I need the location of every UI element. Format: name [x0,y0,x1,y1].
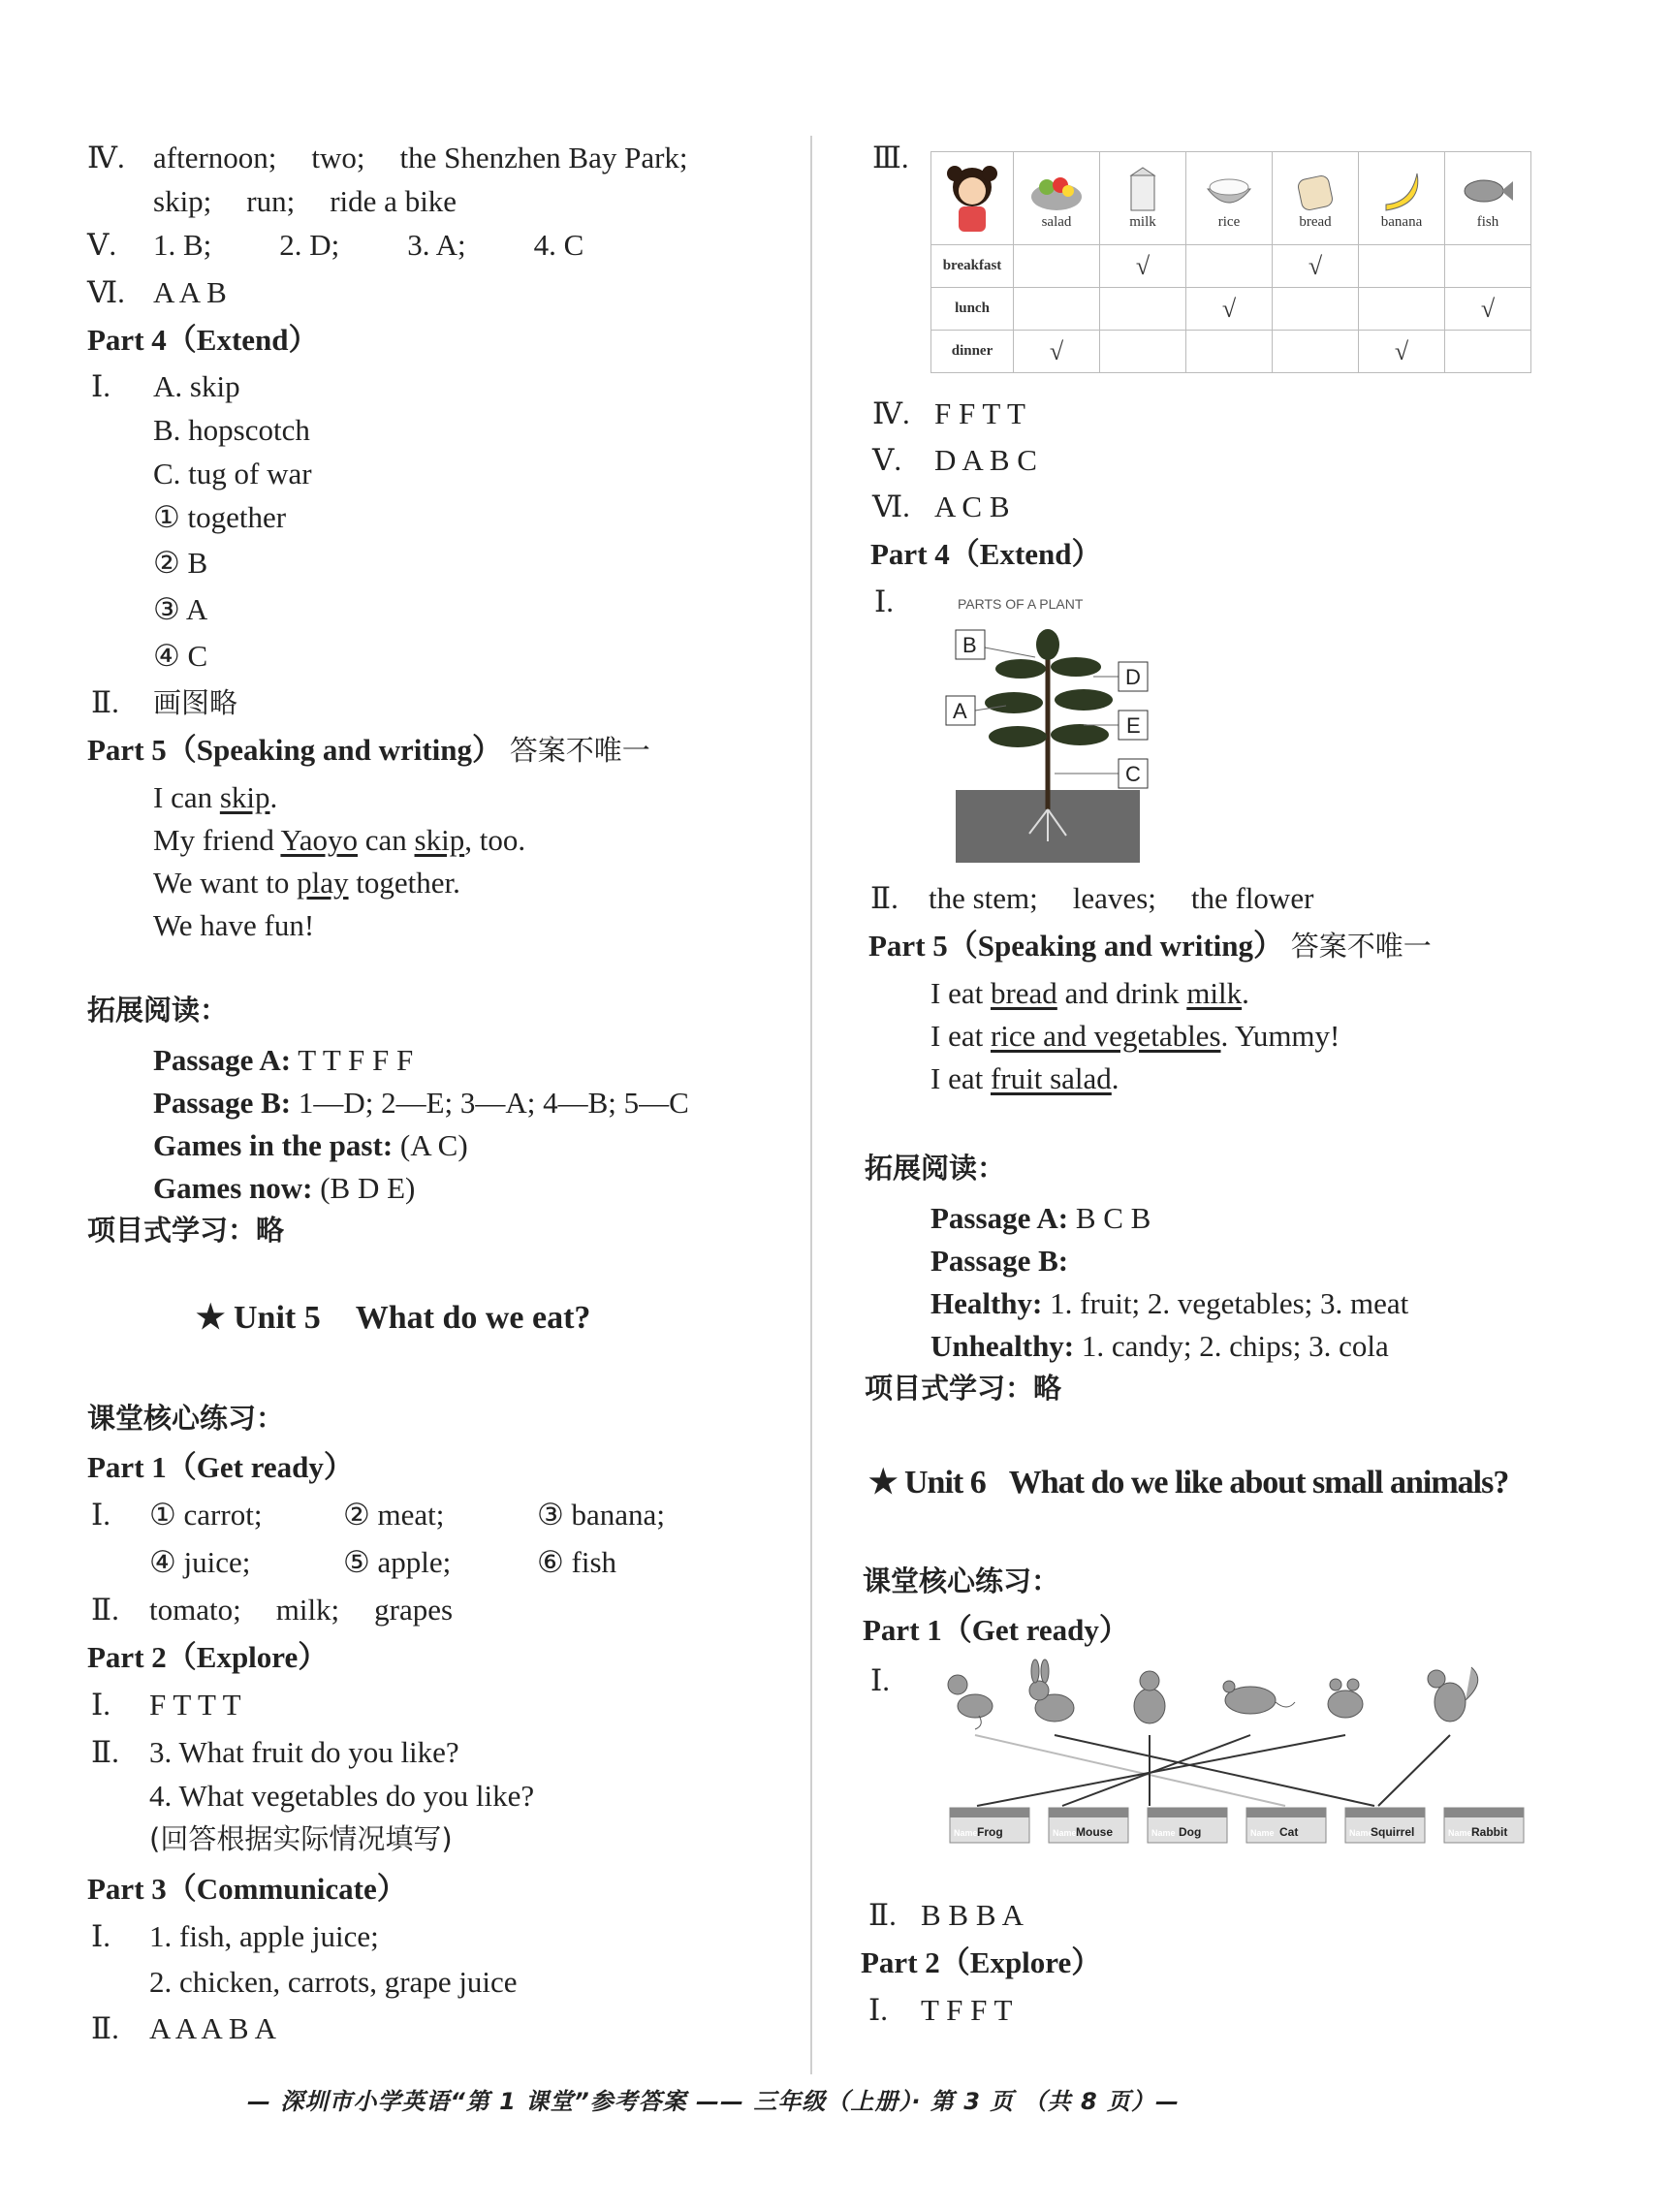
answer-text: 4. What vegetables do you like? [149,1779,535,1813]
rice-icon [1200,166,1258,214]
section-title: Part 5（Speaking and writing） [87,733,503,767]
name-card [1246,1808,1326,1843]
answer-text: A A A B A [149,2011,276,2045]
answer-line: the stem; leaves; the flower [929,881,1314,915]
answer-text: afternoon; [153,141,277,174]
roman-1: Ⅰ. [874,585,894,618]
sentence: I eat fruit salad. [930,1061,1119,1095]
page-footer: — 深圳市小学英语“第 1 课堂”参考答案 —— 三年级（上册）· 第 3 页 （共 8 页）— [247,2088,1181,2115]
answer-text: F F T T [934,396,1025,430]
answer-text: ① carrot; [149,1498,263,1532]
sentence: We want to play together. [153,866,460,900]
name-card [1049,1808,1128,1843]
name-card [1148,1808,1227,1843]
food-label: milk [1129,214,1156,230]
answer-text: 1. fish, apple juice; [149,1919,379,1953]
tick-mark: √ [1186,288,1273,331]
answer-line: tomato; milk; grapes [149,1593,454,1627]
section-heading: Part 2（Explore） [861,1945,1102,1979]
section-heading: Part 4（Extend） [870,537,1102,571]
svg-text:Name: Name [1448,1828,1472,1838]
roman-4: Ⅳ. [872,396,910,430]
answer-text: A A B [153,275,227,309]
answer-text: C. tug of war [153,457,312,490]
milk-icon [1114,166,1172,214]
tick-mark: √ [1100,245,1186,288]
bread-icon [1286,166,1344,214]
answer-line: Passage B: [930,1244,1069,1278]
cat-icon [948,1675,993,1729]
section-heading [87,732,650,768]
answer-text: ⑤ apple; [343,1545,452,1579]
sentence: I eat bread and drink milk. [930,976,1249,1010]
roman-1: Ⅰ. [91,1919,110,1953]
svg-text:Name: Name [1250,1828,1275,1838]
answer-text: 2. chicken, carrots, grape juice [149,1965,518,1999]
answer-text: ③ banana; [537,1498,665,1532]
diagram-title: PARTS OF A PLANT [958,596,1084,612]
answer-line: Healthy: 1. fruit; 2. vegetables; 3. meat [930,1286,1409,1320]
answer-line: Games now: (B D E) [153,1171,416,1205]
answer-text: ④ C [153,639,208,673]
answer-text: D A B C [934,443,1037,477]
answer-text: 2. D; [279,228,340,262]
section-heading: Part 1（Get ready） [863,1613,1129,1647]
answer-text: ① together [153,500,287,534]
meal-label: dinner [931,331,1014,373]
svg-text:Name: Name [1349,1828,1373,1838]
section-heading: 拓展阅读： [865,1152,1006,1185]
answer-text: ② meat; [343,1498,445,1532]
card-label: Mouse [1076,1825,1114,1839]
dog-icon [1134,1671,1165,1723]
roman-2: Ⅱ. [91,1735,119,1769]
answer-text: 画图略 [153,686,238,719]
food-cell [1186,152,1273,245]
label-c: C [1125,762,1141,786]
roman-5: Ⅴ. [87,228,117,262]
card-label: Rabbit [1471,1825,1508,1839]
section-heading: Part 3（Communicate） [87,1872,407,1906]
tick-mark: √ [1445,288,1531,331]
tick-mark: √ [1359,331,1445,373]
roman-6: Ⅵ. [87,275,125,309]
roman-2: Ⅱ. [91,685,119,719]
roman-2: Ⅱ. [91,2011,119,2045]
answer-text: A. skip [153,369,240,403]
salad-icon [1027,166,1086,214]
section-heading: 项目式学习：略 [87,1214,285,1247]
answer-line: Unhealthy: 1. candy; 2. chips; 3. cola [930,1329,1389,1363]
sentence: I eat rice and vegetables. Yummy! [930,1019,1340,1053]
tick-mark: √ [1273,245,1359,288]
name-card [1345,1808,1425,1843]
roman-1: Ⅰ. [91,1498,110,1532]
mouse-icon [1223,1681,1295,1714]
food-cell [1014,152,1100,245]
roman-6: Ⅵ. [872,490,910,523]
answer-text: (回答根据实际情况填写) [149,1822,453,1855]
section-heading: 课堂核心练习： [87,1402,285,1435]
frog-icon [1328,1679,1363,1718]
answer-text: two; [311,141,365,174]
section-heading: Part 5（Speaking and writing） 答案不唯一 [868,929,1432,963]
answer-text: B. hopscotch [153,413,310,447]
roman-4: Ⅳ. [87,141,125,174]
girl-picture [931,152,1014,245]
answer-text: run; [246,184,296,218]
tick-mark: √ [1014,331,1100,373]
roman-2: Ⅱ. [91,1593,119,1627]
answer-text: 4. C [533,228,584,262]
answer-text: the Shenzhen Bay Park; [399,141,688,174]
answer-text: ② B [153,546,208,580]
answer-text: 1. B; [153,228,212,262]
answer-text: F T T T [149,1688,241,1722]
section-heading: 项目式学习：略 [865,1372,1062,1405]
answer-text: skip; [153,184,212,218]
name-card [950,1808,1029,1843]
rabbit-icon [1029,1659,1074,1722]
answer-line [153,183,457,219]
food-table [930,151,1531,373]
answer-text: ④ juice; [149,1545,251,1579]
card-label: Cat [1279,1825,1299,1839]
name-card [1444,1808,1524,1843]
answer-text: 3. What fruit do you like? [149,1735,459,1769]
unit-title: ★ Unit 6 What do we like about small animals? [868,1465,1509,1501]
roman-1: Ⅰ. [870,1663,890,1697]
svg-text:Name: Name [954,1828,978,1838]
food-cell [1359,152,1445,245]
fish-icon [1459,166,1517,214]
roman-2: Ⅱ. [868,1898,897,1932]
plant-diagram [929,591,1200,872]
svg-text:Name: Name [1151,1828,1176,1838]
food-label: banana [1380,214,1423,230]
answer-line: Passage B: 1—D; 2—E; 3—A; 4—B; 5—C [153,1086,689,1120]
food-label: rice [1217,214,1241,230]
roman-1: Ⅰ. [91,1688,110,1722]
sentence: My friend Yaoyo can skip, too. [153,823,526,857]
answer-text: ride a bike [330,184,457,218]
label-d: D [1125,665,1141,689]
food-cell [1100,152,1186,245]
food-label: fish [1476,214,1499,230]
girl-icon [943,162,1001,236]
roman-1: Ⅰ. [91,369,110,403]
unit-title: ★ Unit 5 What do we eat? [196,1300,591,1336]
note: 答案不唯一 [509,734,650,767]
food-cell [1445,152,1531,245]
answer-line: Games in the past: (A C) [153,1128,468,1162]
section-heading: 课堂核心练习： [863,1564,1060,1597]
section-heading: Part 1（Get ready） [87,1450,354,1484]
svg-text:Name: Name [1053,1828,1077,1838]
column-divider [810,136,812,2074]
roman-1: Ⅰ. [868,1993,888,2027]
food-label: salad [1041,214,1072,230]
banana-icon [1372,166,1431,214]
label-b: B [962,633,977,657]
section-heading: Part 2（Explore） [87,1640,329,1674]
answer-text: 3. A; [407,228,466,262]
answer-line [153,227,583,263]
label-a: A [953,699,967,723]
card-label: Frog [977,1825,1003,1839]
label-e: E [1126,713,1141,738]
animal-matching [919,1658,1539,1871]
roman-3: Ⅲ. [872,141,909,174]
roman-2: Ⅱ. [870,881,899,915]
section-heading: Part 4（Extend） [87,323,319,357]
answer-text: T F F T [921,1993,1013,2027]
match-lines [975,1735,1450,1806]
sentence: I can skip. [153,780,278,814]
answer-text: A C B [934,490,1010,523]
answer-text: B B B A [921,1898,1024,1932]
section-heading: 拓展阅读： [87,994,229,1027]
answer-text: ③ A [153,592,208,626]
card-label: Squirrel [1371,1825,1415,1839]
meal-label: breakfast [931,245,1014,288]
answer-line [153,140,688,175]
sentence: We have fun! [153,908,315,942]
squirrel-icon [1428,1667,1478,1722]
answer-text: ⑥ fish [537,1545,617,1579]
answer-line: Passage A: B C B [930,1201,1151,1235]
food-cell [1273,152,1359,245]
card-label: Dog [1179,1825,1202,1839]
food-label: bread [1299,214,1332,230]
meal-label: lunch [931,288,1014,331]
answer-line: Passage A: T T F F F [153,1043,414,1077]
roman-5: Ⅴ. [872,443,902,477]
